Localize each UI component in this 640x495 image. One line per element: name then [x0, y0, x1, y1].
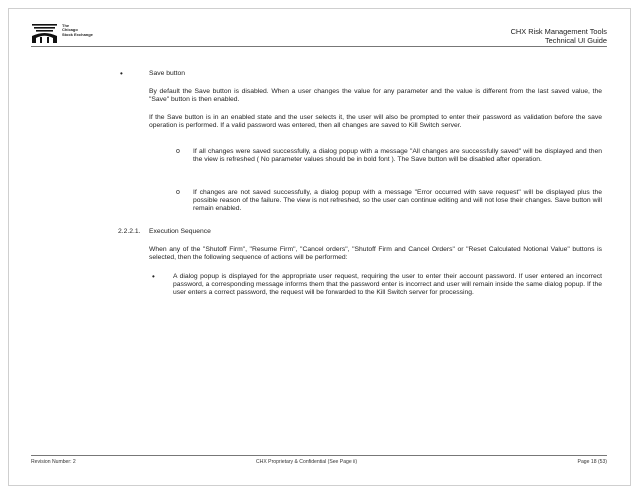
logo-line-2: Chicago [62, 27, 78, 33]
sub-bullet-success: If all changes were saved successfully, a dialog popup with a message "All changes are successfully saved" will be displayed and then the view is refreshed ( No parameter values should be in bold font ). The Save button will be disabled after operation. [193, 148, 602, 164]
chx-logo [31, 22, 121, 44]
sub-bullet-failure: If changes are not saved successfully, a dialog popup with a message "Error occurred with save request" will be displayed plus the possible reason of the failure. The view is not refreshed, so the user can continue editing and will not lose their changes. Save button will remain enabled. [193, 189, 602, 213]
execution-paragraph: When any of the "Shutoff Firm", "Resume Firm", "Cancel orders", "Shutoff Firm and Cancel Orders" or "Reset Calculated Notional Value" buttons is selected, then the following sequence of actions will be performed: [149, 246, 602, 262]
header-divider [31, 46, 607, 47]
execution-bullet-1: A dialog popup is displayed for the appropriate user request, requiring the user to enter their account password. If user entered an incorrect password, a corresponding message informs them that the password enter is incorrect and user will remain inside the same dialog popup. If the user enters a correct password, the request will be forwarded to the Kill Switch server for processing. [173, 273, 602, 297]
confidential-notice: CHX Proprietary & Confidential (See Page ii) [256, 459, 358, 465]
bullet-circle: o [176, 189, 180, 196]
page-number: Page 18 (53) [577, 459, 607, 465]
save-paragraph-1: By default the Save button is disabled. When a user changes the value for any parameter and the value is different from the last saved value, the "Save" button is then enabled. [149, 88, 602, 104]
save-heading: Save button [149, 70, 186, 77]
header-title-block [511, 27, 607, 45]
logo-text [62, 24, 93, 37]
logo-line-1: The [62, 23, 70, 28]
chx-logo-mark-icon [31, 22, 58, 44]
document-subtitle: Technical UI Guide [544, 36, 607, 46]
document-title: CHX Risk Management Tools [510, 27, 607, 36]
bullet-disc: • [152, 272, 155, 281]
footer-divider [31, 455, 607, 456]
section-title: Execution Sequence [149, 228, 211, 235]
bullet-circle: o [176, 148, 180, 155]
section-number: 2.2.2.1. [118, 228, 141, 235]
logo-line-3: Stock Exchange [62, 31, 93, 37]
revision-number: Revision Number: 2 [31, 459, 76, 465]
save-paragraph-2: If the Save button is in an enabled state and the user selects it, the user will also be prompted to enter their password as validation before the save operation is performed. If a valid password was entered, then all changes are saved to Kill Switch server. [149, 114, 602, 130]
bullet-disc: • [120, 69, 123, 78]
